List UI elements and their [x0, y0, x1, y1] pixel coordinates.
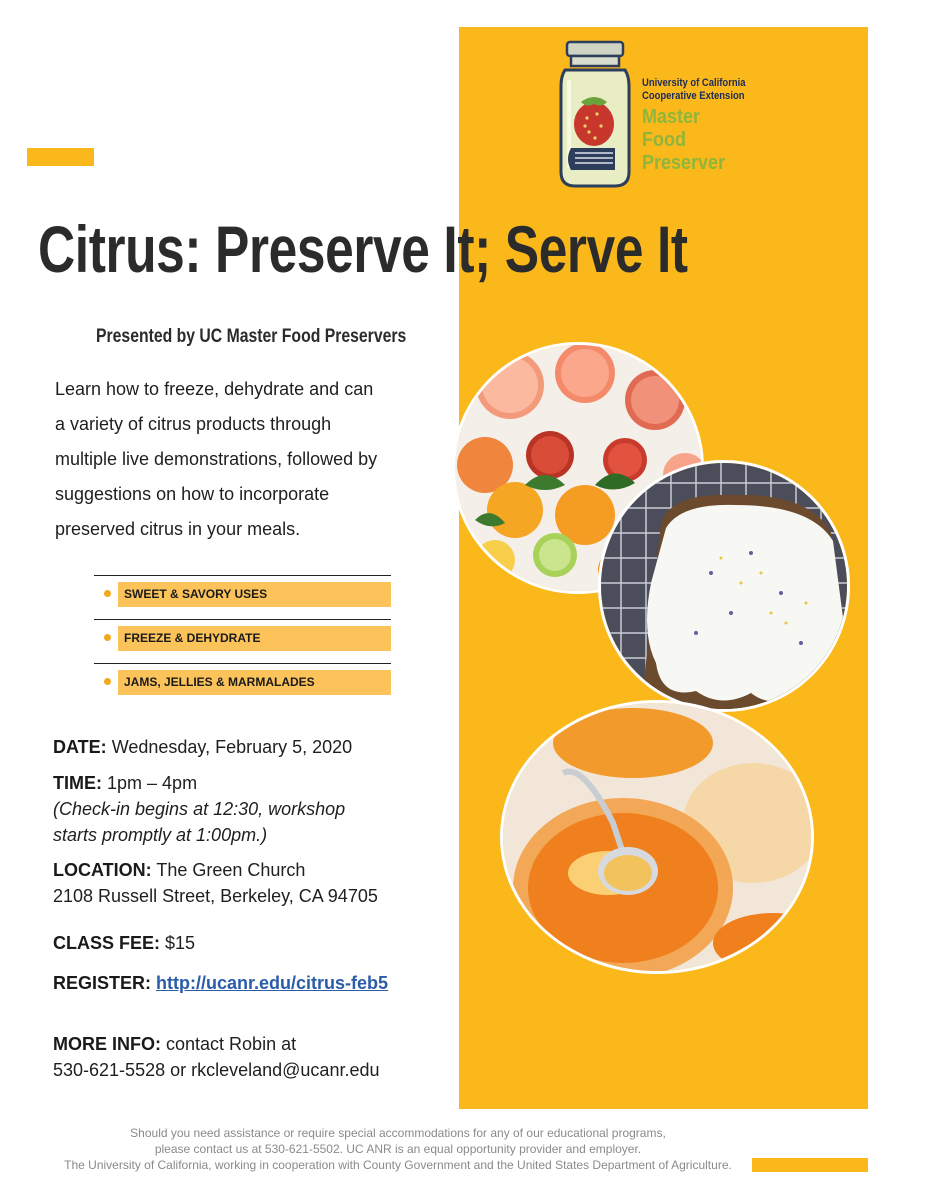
footer-line: please contact us at 530-621-5502. UC ANR is an equal opportunity provider and employer.	[154, 1142, 642, 1156]
time-block	[53, 770, 345, 848]
date-line	[53, 734, 352, 760]
glazed-cake-photo	[598, 460, 850, 712]
bullet-icon	[104, 634, 111, 641]
register-link[interactable]: http://ucanr.edu/citrus-feb5	[156, 973, 389, 993]
intro-line: multiple live demonstrations, followed by	[55, 449, 378, 469]
intro-line: Learn how to freeze, dehydrate and can	[55, 379, 374, 399]
topic-item	[94, 670, 391, 695]
logo-org-line-1: University of California	[642, 77, 746, 89]
location-label: LOCATION:	[53, 860, 152, 880]
more-info-block	[53, 1031, 380, 1083]
topic-list	[94, 575, 391, 707]
more-info-label: MORE INFO:	[53, 1034, 161, 1054]
intro-line: preserved citrus in your meals.	[55, 519, 301, 539]
logo-org-line-2: Cooperative Extension	[642, 90, 745, 102]
logo-program-line-2: Food	[642, 129, 686, 151]
more-info-contact: contact Robin at	[166, 1034, 297, 1054]
footer-disclaimer	[28, 1125, 768, 1173]
logo-organization-text	[642, 77, 746, 103]
logo-program-line-3: Preserver	[642, 152, 726, 174]
time-note: starts promptly at 1:00pm.)	[53, 825, 268, 845]
marmalade-image	[503, 703, 811, 971]
topic-divider	[94, 619, 391, 620]
bullet-icon	[104, 590, 111, 597]
accent-bar-bottom	[752, 1158, 868, 1172]
lemon-cake-image	[601, 463, 847, 709]
topic-divider	[94, 575, 391, 576]
footer-line: The University of California, working in cooperation with County Government and the United States Department of Agriculture.	[64, 1158, 732, 1172]
intro-line: suggestions on how to incorporate	[55, 484, 330, 504]
footer-line: Should you need assistance or require special accommodations for any of our educational programs,	[130, 1126, 666, 1140]
topic-label: JAMS, JELLIES & MARMALADES	[124, 675, 315, 689]
time-label: TIME:	[53, 773, 102, 793]
logo-program-line-1: Master	[642, 106, 701, 128]
location-block	[53, 857, 378, 909]
jar-logo-icon	[557, 40, 633, 190]
topic-label: FREEZE & DEHYDRATE	[124, 631, 261, 645]
marmalade-jar-photo	[500, 700, 814, 974]
register-line	[53, 970, 388, 996]
location-address: 2108 Russell Street, Berkeley, CA 94705	[53, 886, 378, 906]
time-value: 1pm – 4pm	[107, 773, 198, 793]
date-label: DATE:	[53, 737, 107, 757]
accent-bar-top	[27, 148, 94, 166]
topic-label: SWEET & SAVORY USES	[124, 587, 268, 601]
fee-line	[53, 930, 195, 956]
page-title: Citrus: Preserve It; Serve It	[38, 212, 688, 286]
location-name: The Green Church	[156, 860, 306, 880]
register-label: REGISTER:	[53, 973, 152, 993]
fee-label: CLASS FEE:	[53, 933, 161, 953]
date-value: Wednesday, February 5, 2020	[111, 737, 353, 757]
topic-item	[94, 582, 391, 607]
topic-item	[94, 626, 391, 651]
bullet-icon	[104, 678, 111, 685]
presenter-subtitle: Presented by UC Master Food Preservers	[96, 326, 407, 347]
intro-paragraph	[55, 372, 445, 547]
topic-divider	[94, 663, 391, 664]
fee-value: $15	[165, 933, 196, 953]
master-food-preserver-logo	[557, 40, 777, 190]
intro-line: a variety of citrus products through	[55, 414, 332, 434]
time-note: (Check-in begins at 12:30, workshop	[53, 799, 346, 819]
more-info-phone-email: 530-621-5528 or rkcleveland@ucanr.edu	[53, 1060, 380, 1080]
logo-program-name	[642, 106, 725, 175]
